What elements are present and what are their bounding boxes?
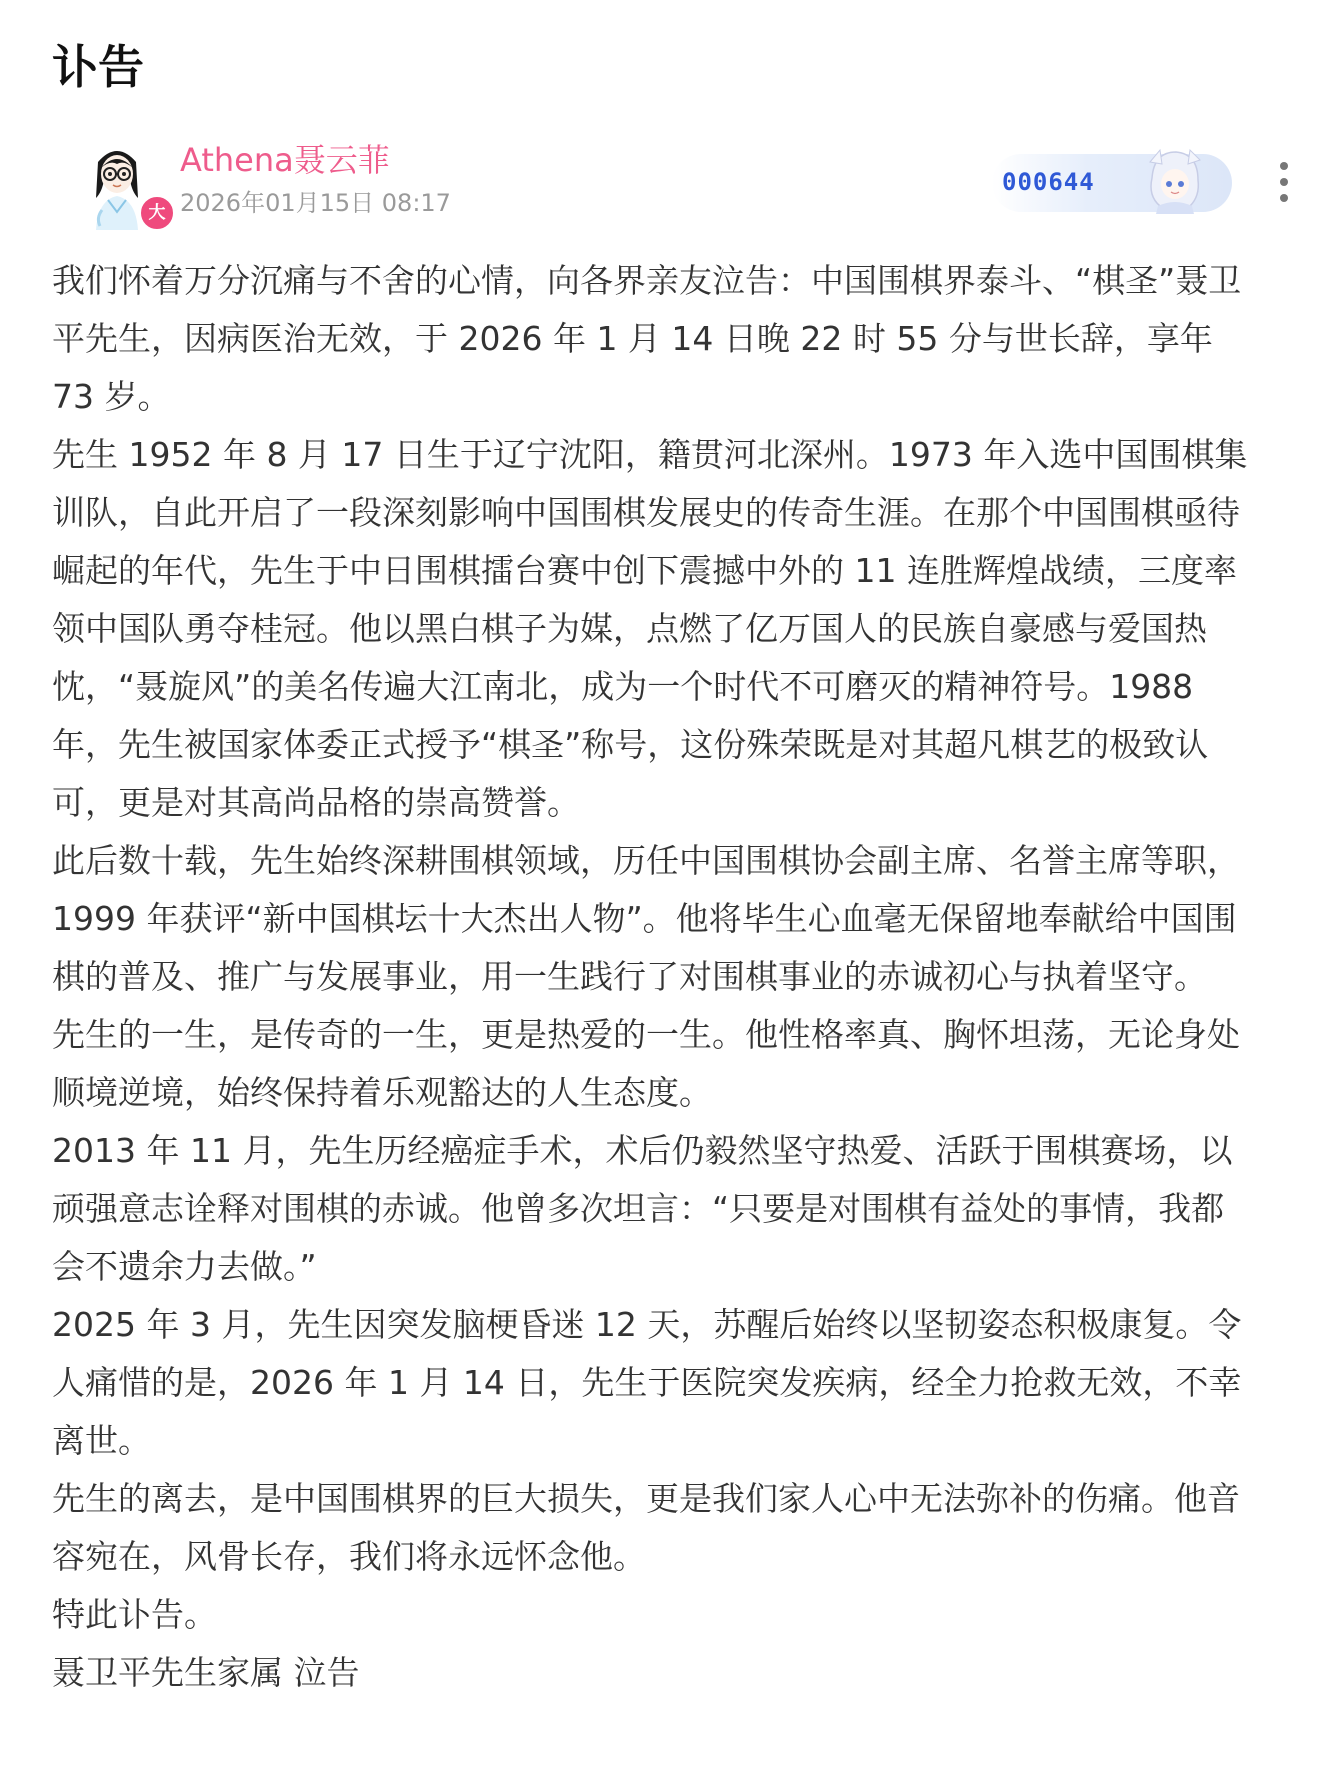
anime-figure-icon [1142, 148, 1206, 214]
verified-badge: 大 [138, 194, 176, 232]
more-vertical-icon-dot-1 [1280, 162, 1288, 170]
closing-line: 特此讣告。 [52, 1595, 217, 1634]
fan-number-badge[interactable] [992, 154, 1232, 212]
signature-line: 聂卫平先生家属 泣告 [52, 1653, 360, 1692]
page-title: 讣告 [52, 40, 144, 94]
author-name[interactable]: Athena聂云菲 [180, 141, 390, 179]
paragraph-6: 2025 年 3 月，先生因突发脑梗昏迷 12 天，苏醒后始终以坚韧姿态积极康复。令人痛惜的是，2026 年 1 月 14 日，先生于医院突发疾病，经全力抢救无效，不幸离世。 [52, 1305, 1242, 1460]
paragraph-5: 2013 年 11 月，先生历经癌症手术，术后仍毅然坚守热爱、活跃于围棋赛场，以顽强意志诠释对围棋的赤诚。他曾多次坦言：“只要是对围棋有益处的事情，我都会不遗余力去做。” [52, 1131, 1233, 1286]
article-body [52, 252, 1252, 1702]
paragraph-1: 我们怀着万分沉痛与不舍的心情，向各界亲友泣告：中国围棋界泰斗、“棋圣”聂卫平先生，因病医治无效，于 2026 年 1 月 14 日晚 22 时 55 分与世长辞，享年 73 岁。 [52, 261, 1242, 416]
more-options-button[interactable] [1274, 158, 1294, 206]
paragraph-7: 先生的离去，是中国围棋界的巨大损失，更是我们家人心中无法弥补的伤痛。他音容宛在，风骨长存，我们将永远怀念他。 [52, 1479, 1240, 1576]
paragraph-4: 先生的一生，是传奇的一生，更是热爱的一生。他性格率真、胸怀坦荡，无论身处顺境逆境，始终保持着乐观豁达的人生态度。 [52, 1015, 1240, 1112]
paragraph-2: 先生 1952 年 8 月 17 日生于辽宁沈阳，籍贯河北深州。1973 年入选中国围棋集训队，自此开启了一段深刻影响中国围棋发展史的传奇生涯。在那个中国围棋亟待崛起的年代，先生于中日围棋擂台赛中创下震撼中外的 11 连胜辉煌战绩，三度率领中国队勇夺桂冠。他以黑白棋子为媒，点燃了亿万国人的民族自豪感与爱国热忱，“聂旋风”的美名传遍大江南北，成为一个时代不可磨灭的精神符号。1988 年，先生被国家体委正式授予“棋圣”称号，这份殊荣既是对其超凡棋艺的极致认可，更是对其高尚品格的崇高赞誉。 [52, 435, 1248, 822]
fan-badge-number: 000644 [1002, 168, 1095, 196]
author-avatar[interactable] [72, 140, 166, 232]
author-header [52, 140, 1232, 240]
post-timestamp: 2026年01月15日 08:17 [180, 189, 451, 217]
more-vertical-icon-dot-3 [1280, 194, 1288, 202]
more-vertical-icon-dot-2 [1280, 178, 1288, 186]
paragraph-3: 此后数十载，先生始终深耕围棋领域，历任中国围棋协会副主席、名誉主席等职，1999 年获评“新中国棋坛十大杰出人物”。他将毕生心血毫无保留地奉献给中国围棋的普及、推广与发展事业，用一生践行了对围棋事业的赤诚初心与执着坚守。 [52, 841, 1240, 996]
